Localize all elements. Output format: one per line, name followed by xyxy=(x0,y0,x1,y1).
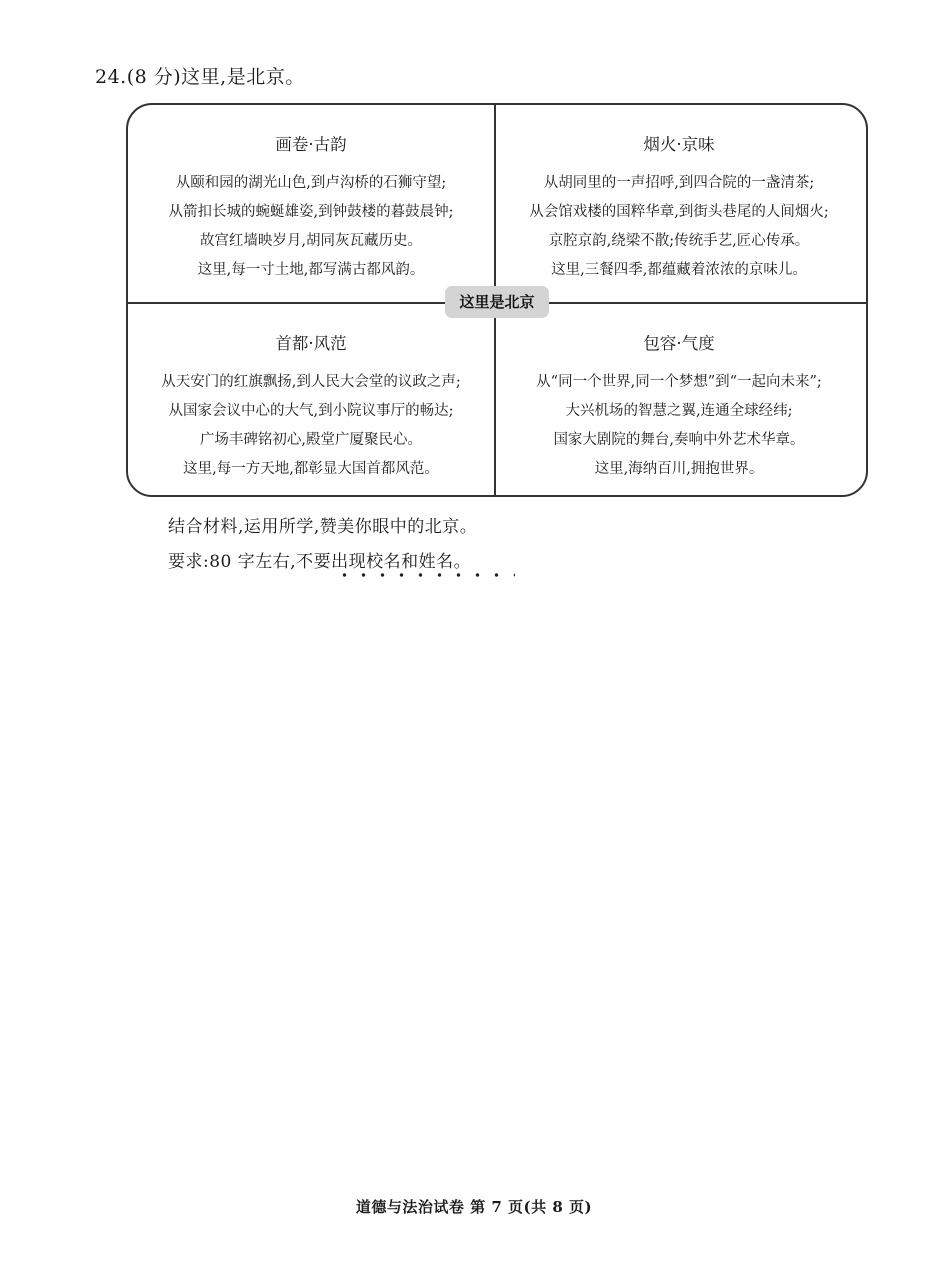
cell-line: 广场丰碑铭初心,殿堂广厦聚民心。 xyxy=(199,432,423,448)
cell-culture xyxy=(128,130,494,285)
cell-line: 这里,三餐四季,都蕴藏着浓浓的京味儿。 xyxy=(551,262,807,278)
instruction-line: 结合材料,运用所学,赞美你眼中的北京。 xyxy=(168,517,478,537)
question-title: 24.(8 分)这里,是北京。 xyxy=(95,66,305,88)
cell-line: 京腔京韵,绕梁不散;传统手艺,匠心传承。 xyxy=(548,233,810,249)
requirement-suffix: 。 xyxy=(453,552,472,572)
cell-inclusive xyxy=(496,329,862,484)
center-label: 这里是北京 xyxy=(445,286,549,318)
cell-line: 这里,每一方天地,都彰显大国首都风范。 xyxy=(183,461,439,477)
cell-line: 从会馆戏楼的国粹华章,到街头巷尾的人间烟火; xyxy=(529,204,829,220)
cell-line: 从箭扣长城的蜿蜒雄姿,到钟鼓楼的暮鼓晨钟; xyxy=(168,204,454,220)
cell-heading: 烟火·京味 xyxy=(643,135,715,154)
cell-local-life xyxy=(496,130,862,285)
cell-capital xyxy=(128,329,494,484)
requirement-line xyxy=(168,547,471,572)
requirement-prefix: 要求:80 字左右, xyxy=(168,552,297,572)
cell-line: 从天安门的红旗飘扬,到人民大会堂的议政之声; xyxy=(161,374,461,390)
cell-line: 从胡同里的一声招呼,到四合院的一盏清茶; xyxy=(543,175,815,191)
cell-heading: 包容·气度 xyxy=(643,334,715,353)
emphasized-requirement: 不要出现校名和姓名 xyxy=(296,552,454,572)
cell-line: 从国家会议中心的大气,到小院议事厅的畅达; xyxy=(168,403,454,419)
cell-heading: 画卷·古韵 xyxy=(275,135,347,154)
cell-line: 这里,海纳百川,拥抱世界。 xyxy=(594,461,764,477)
cell-heading: 首都·风范 xyxy=(275,334,347,353)
cell-line: 从“同一个世界,同一个梦想”到“一起向未来”; xyxy=(536,374,822,390)
cell-line: 这里,每一寸土地,都写满古都风韵。 xyxy=(197,262,425,278)
page-footer: 道德与法治试卷 第 7 页(共 8 页) xyxy=(355,1198,593,1216)
emphasis-dots xyxy=(335,572,515,578)
cell-line: 故宫红墙映岁月,胡同灰瓦藏历史。 xyxy=(199,233,423,249)
cell-line: 从颐和园的湖光山色,到卢沟桥的石狮守望; xyxy=(175,175,447,191)
cell-line: 大兴机场的智慧之翼,连通全球经纬; xyxy=(565,403,793,419)
cell-line: 国家大剧院的舞台,奏响中外艺术华章。 xyxy=(553,432,805,448)
